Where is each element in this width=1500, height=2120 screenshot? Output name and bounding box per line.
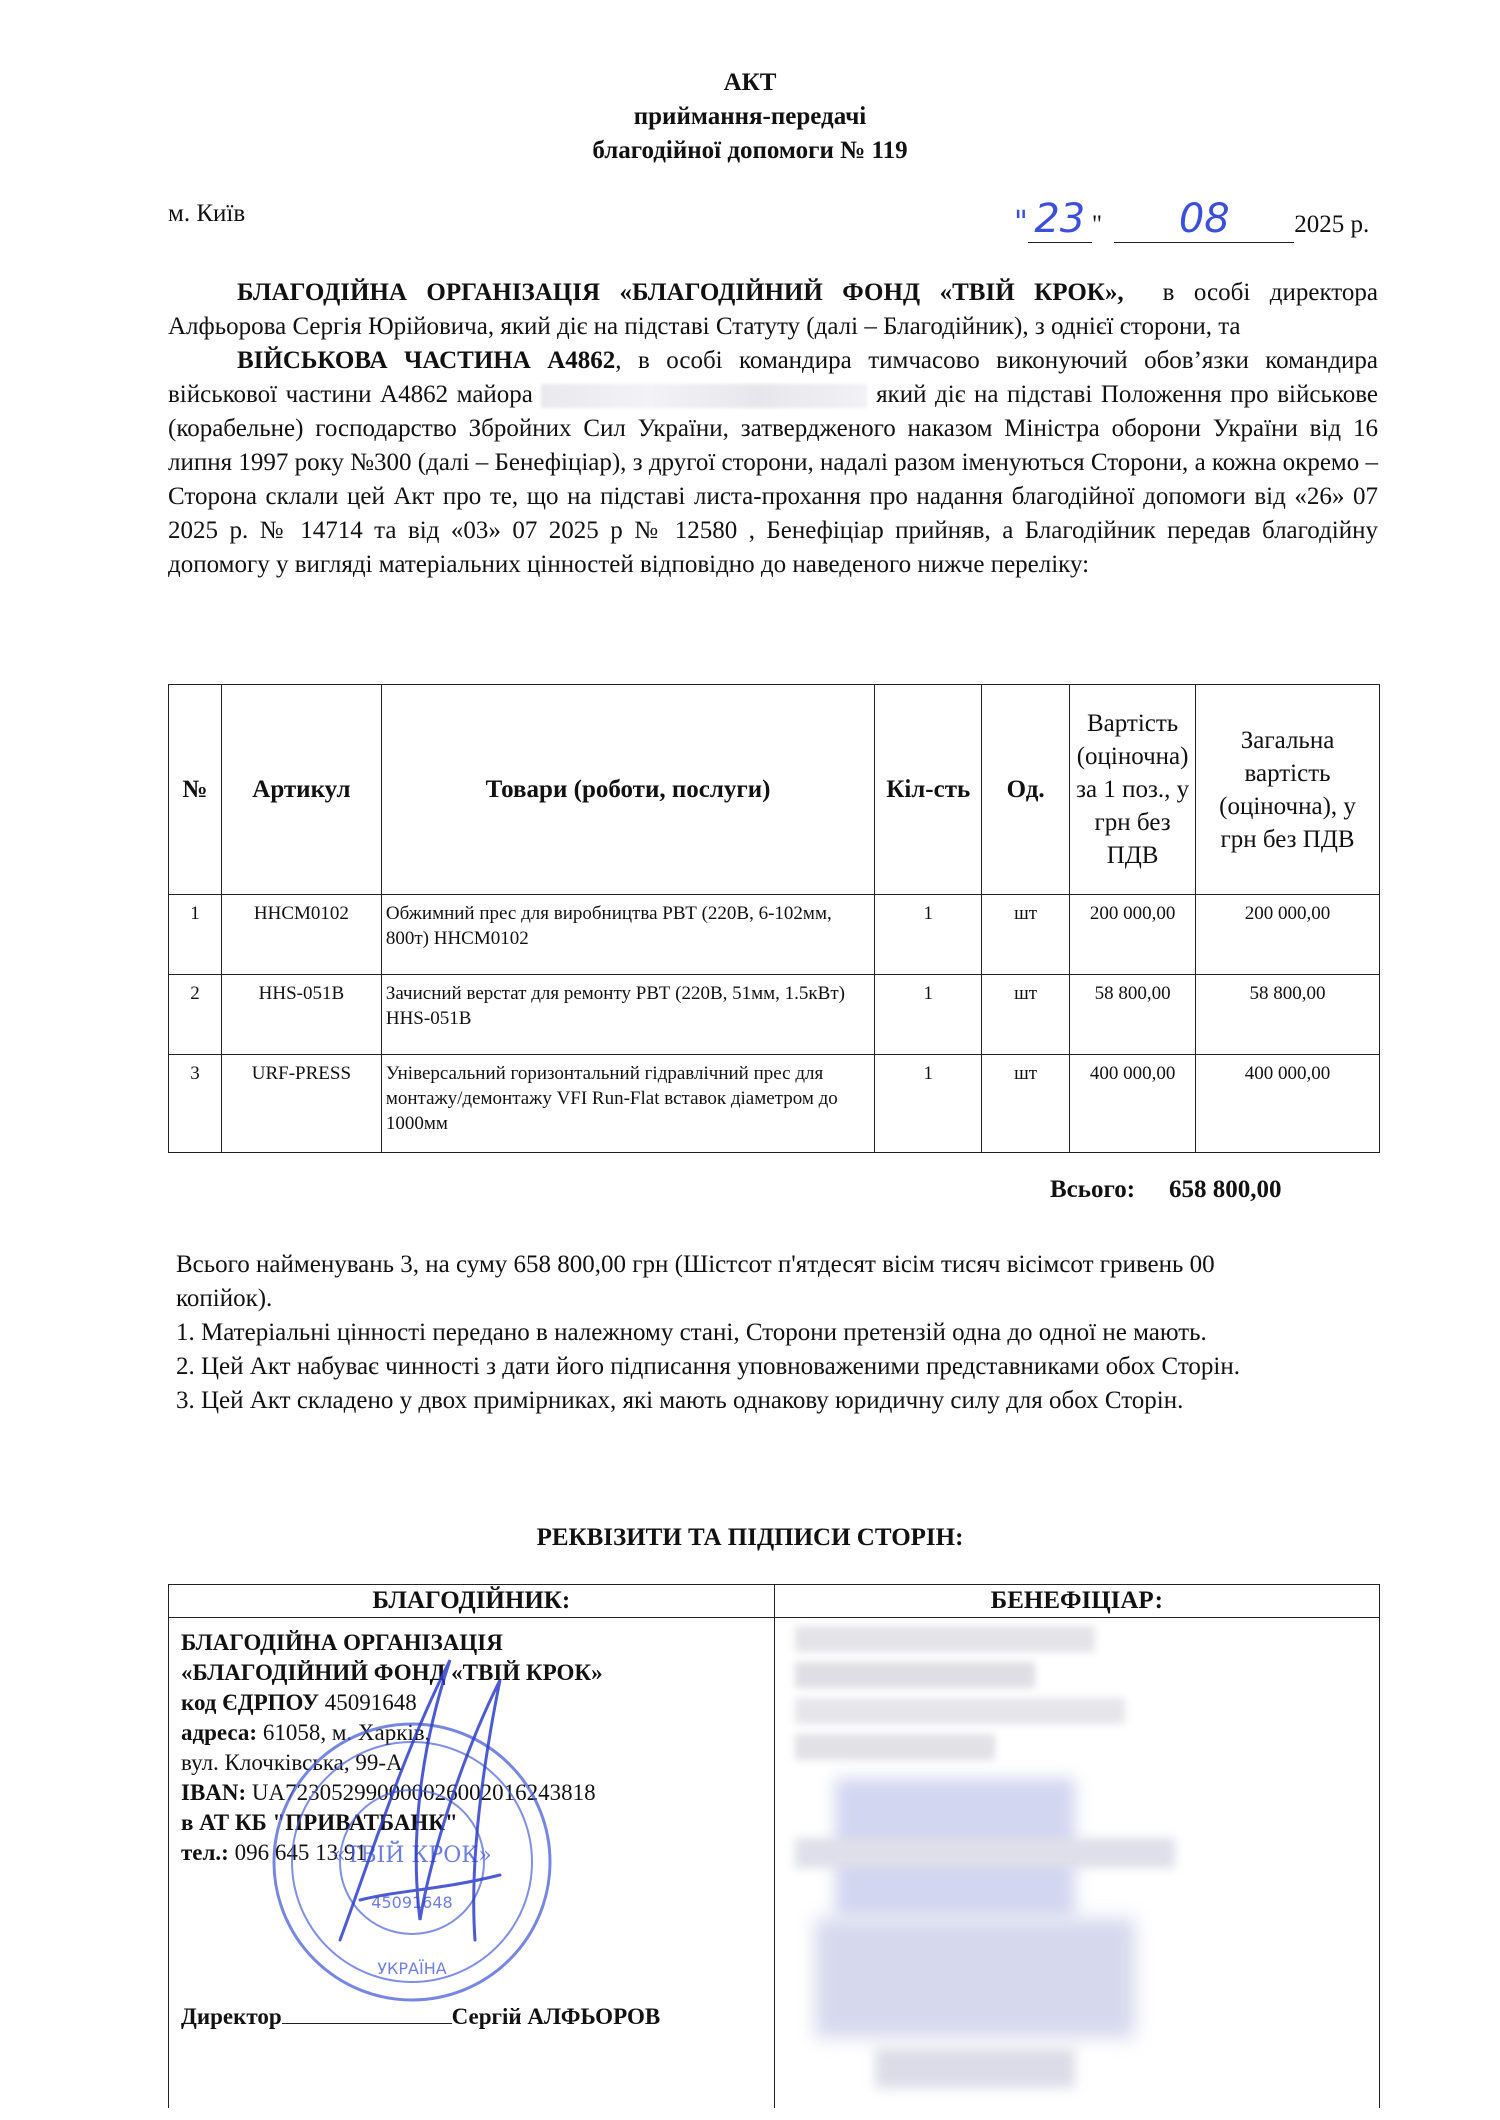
sum-line: Всього найменувань 3, на суму 658 800,00 грн (Шістсот п'ятдесят вісім тисяч вісімсот гривень 00 копійок). (176, 1251, 1215, 1312)
date-open-quote: " (1014, 205, 1028, 240)
beneficiary-text-2: який діє на підставі Положення про військове (корабельне) господарство Збройних Сил України, затвердженого наказом Міністра оборони України від 16 липня 1997 року №300 (далі – Бенефіціар), з другої сторони, надалі разом іменуються Сторони, а кожна окремо – Сторона склали цей Акт про те, що на підставі листа-прохання про надання благодійної допомоги від «26» 07 2025 р. № 14714 та від «03» 07 2025 р № 12580 , Бенефіціар прийняв, а Благодійник передав благодійну допомогу у вигляді матеріальних цінностей відповідно до наведеного нижче переліку: (168, 381, 1378, 578)
intro-text (168, 276, 1378, 582)
header-unit: Од. (982, 685, 1070, 895)
date-day: 23 (1034, 196, 1086, 242)
row-goods: Зачисний верстат для ремонту РВТ (220В, 51мм, 1.5кВт) HHS-051B (381, 975, 874, 1055)
beneficiary-text-1: , в особі командира тимчасово виконуючий обов’язки командира військової частини А4862 майора (168, 347, 1378, 408)
document-date (1014, 196, 1369, 243)
date-year: 2025 р. (1294, 211, 1370, 238)
iban-label: IBAN: (181, 1780, 247, 1805)
clause-3: 3. Цей Акт складено у двох примірниках, які мають однакову юридичну силу для обох Сторін. (176, 1387, 1184, 1414)
iban-value: UA723052990000026002016243818 (251, 1780, 596, 1805)
row-total: 400 000,00 (1196, 1055, 1380, 1153)
director-name: Сергій АЛФЬОРОВ (451, 2004, 661, 2029)
row-article: HHS-051B (221, 975, 381, 1055)
donor-name: БЛАГОДІЙНА ОРГАНІЗАЦІЯ «БЛАГОДІЙНИЙ ФОНД «ТВІЙ КРОК», (237, 279, 1124, 306)
row-price: 400 000,00 (1070, 1055, 1196, 1153)
beneficiary-header: БЕНЕФІЦІАР: (774, 1585, 1379, 1618)
stamp-code-text: 45091648 (371, 1893, 453, 1912)
row-price: 58 800,00 (1070, 975, 1196, 1055)
row-goods: Універсальний горизонтальний гідравлічний прес для монтажу/демонтажу VFI Run-Flat вставок діаметром до 1000мм (381, 1055, 874, 1153)
director-label: Директор (181, 2004, 282, 2029)
date-month-field (1114, 196, 1294, 243)
total-value: 658 800,00 (1169, 1176, 1282, 1203)
requisites-title: РЕКВІЗИТИ ТА ПІДПИСИ СТОРІН: (536, 1524, 964, 1551)
title-line-3: благодійної допомоги № 119 (592, 137, 908, 164)
header-goods: Товари (роботи, послуги) (381, 685, 874, 895)
row-article: HHCM0102 (221, 895, 381, 975)
code-value: 45091648 (324, 1690, 417, 1715)
goods-table (168, 684, 1380, 1153)
signature-blank (282, 2023, 452, 2024)
city: м. Київ (168, 200, 246, 227)
document-title (0, 66, 1500, 168)
title-line-1: АКТ (723, 69, 777, 96)
donor-header: БЛАГОДІЙНИК: (169, 1585, 775, 1618)
phone-label: тел.: (181, 1840, 229, 1865)
beneficiary-requisites (774, 1618, 1379, 2109)
address-line-2: вул. Клочківська, 99-А (181, 1750, 403, 1775)
grand-total (1050, 1176, 1380, 1204)
row-unit: шт (982, 1055, 1070, 1153)
row-num: 3 (169, 1055, 222, 1153)
header-num: № (169, 685, 222, 895)
row-qty: 1 (875, 1055, 982, 1153)
beneficiary-paragraph (168, 344, 1378, 582)
stamp-bottom-text: УКРАЇНА (377, 1959, 447, 1978)
row-num: 2 (169, 975, 222, 1055)
title-line-2: приймання-передачі (633, 103, 867, 130)
stamp-center-text: «ТВІЙ КРОК» (332, 1843, 492, 1868)
row-unit: шт (982, 975, 1070, 1055)
clause-1: 1. Матеріальні цінності передано в належному стані, Сторони претензій одна до одної не мають. (176, 1319, 1207, 1346)
row-num: 1 (169, 895, 222, 975)
row-total: 58 800,00 (1196, 975, 1380, 1055)
row-total: 200 000,00 (1196, 895, 1380, 975)
header-total: Загальна вартість (оціночна), у грн без ПДВ (1196, 685, 1380, 895)
phone-value: 096 645 13 91 (234, 1840, 367, 1865)
row-price: 200 000,00 (1070, 895, 1196, 975)
donor-text: в особі директора Алфьорова Сергія Юрійовича, який діє на підставі Статуту (далі – Благодійник), з однієї сторони, та (168, 279, 1378, 340)
donor-paragraph (168, 276, 1378, 344)
row-qty: 1 (875, 895, 982, 975)
header-article: Артикул (221, 685, 381, 895)
header-price: Вартість (оціночна) за 1 поз., у грн без ПДВ (1070, 685, 1196, 895)
address-line-1: 61058, м. Харків, (262, 1720, 431, 1745)
row-unit: шт (982, 895, 1070, 975)
row-qty: 1 (875, 975, 982, 1055)
date-close-quote: " (1091, 211, 1103, 238)
director-signature (300, 1640, 540, 1970)
clause-2: 2. Цей Акт набуває чинності з дати його підписання уповноваженими представниками обох Сторін. (176, 1353, 1240, 1380)
table-row (169, 975, 1380, 1055)
row-article: URF-PRESS (221, 1055, 381, 1153)
row-goods: Обжимний прес для виробництва РВТ (220В, 6-102мм, 800т) HHCM0102 (381, 895, 874, 975)
address-label: адреса: (181, 1720, 258, 1745)
header-qty: Кіл-сть (875, 685, 982, 895)
redacted-beneficiary-block (775, 1618, 1379, 2098)
donor-org-line-1: БЛАГОДІЙНА ОРГАНІЗАЦІЯ (181, 1630, 503, 1655)
total-label: Всього: (1050, 1176, 1136, 1203)
date-month: 08 (1178, 196, 1230, 242)
beneficiary-name: ВІЙСЬКОВА ЧАСТИНА А4862 (237, 347, 616, 374)
summary-clauses (176, 1248, 1380, 1418)
goods-table-header (169, 685, 1380, 895)
date-day-field (1028, 196, 1092, 243)
redacted-name (541, 384, 867, 408)
bank-name: в АТ КБ "ПРИВАТБАНК" (181, 1810, 458, 1835)
code-label: код ЄДРПОУ (181, 1690, 320, 1715)
table-row (169, 895, 1380, 975)
donor-org-line-2: «БЛАГОДІЙНИЙ ФОНД «ТВІЙ КРОК» (181, 1660, 603, 1685)
table-row (169, 1055, 1380, 1153)
